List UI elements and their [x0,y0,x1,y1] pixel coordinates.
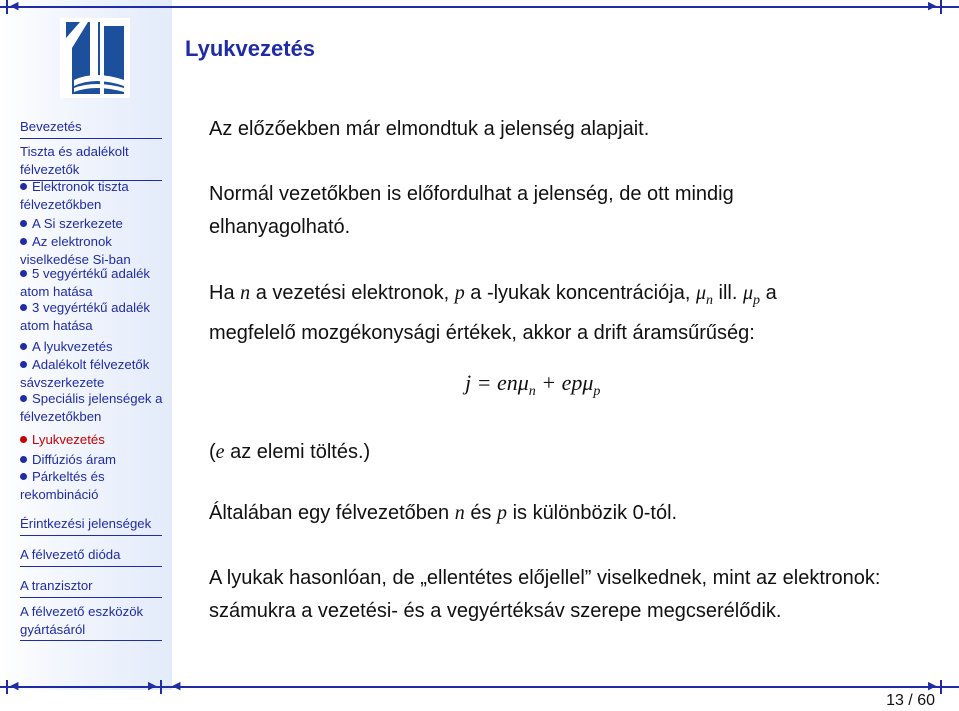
sidebar-section-semiconductors[interactable]: Tiszta és adalékolt félvezetők [20,143,162,181]
sidebar-section-contact[interactable]: Érintkezési jelenségek [20,515,162,536]
paragraph-concentration [209,277,909,350]
sidebar-item-label: Speciális jelenségek a félvezetőkben [20,391,163,424]
bullet-icon [20,183,27,190]
symbol-p: p [454,282,465,304]
sidebar-section-diode[interactable]: A félvezető dióda [20,546,162,567]
sidebar-item-band-structure[interactable] [20,356,170,391]
bullet-icon [20,238,27,245]
nav-next-arrow-icon[interactable]: ▶ [928,0,937,12]
sidebar-item-label: 3 vegyértékű adalék atom hatása [20,300,151,333]
sidebar-item-5-valence[interactable] [20,265,170,300]
bullet-icon [20,361,27,368]
paragraph-normal-conductors: Normál vezetőkben is előfordulhat a jelenség, de ott mindig elhanyagolható. [209,183,734,238]
sidebar-item-diffusion[interactable] [20,451,170,469]
nav-next-arrow-icon[interactable]: ▶ [928,680,937,692]
symbol-p: p [497,502,507,524]
sidebar-item-recombination[interactable] [20,468,170,503]
drift-current-formula: j = enμ$_n$ + epμ$_p$ [465,370,601,399]
text: ill. [718,282,738,304]
sidebar-item-label: Párkeltés és rekombináció [20,469,105,502]
sidebar-section-manufacturing[interactable]: A félvezető eszközök gyártásáról [20,603,162,641]
nav-prev-arrow-icon[interactable]: ◀ [10,0,19,12]
bullet-icon [20,436,27,443]
bullet-icon [20,473,27,480]
symbol-e: e [215,441,225,463]
sidebar-item-label: A Si szerkezete [32,216,123,231]
sidebar-item-label: Lyukvezetés [32,432,105,447]
symbol-n: n [454,502,465,524]
sidebar-item-label: Adalékolt félvezetők sávszerkezete [20,357,150,390]
bullet-icon [20,304,27,311]
symbol-mu-p: $\mu_p$ [743,282,761,308]
sidebar-section-transistor[interactable]: A tranzisztor [20,577,162,598]
paragraph-nonzero: Általában egy félvezetőben n és p is különbözik 0-tól. [209,502,678,524]
sidebar-item-hole-conduction[interactable] [20,338,170,356]
bullet-icon [20,343,27,350]
sidebar-item-label: Az elektronok viselkedése Si-ban [20,234,131,267]
nav-prev-arrow-icon[interactable]: ◀ [10,680,19,692]
university-logo [60,18,130,98]
nav-next-arrow-icon[interactable]: ▶ [148,680,157,692]
paragraph-intro: Az előzőekben már elmondtuk a jelenség alapjait. [209,118,650,140]
text: megfelelő mozgékonysági értékek, akkor a drift áramsűrűség: [209,322,755,344]
sidebar-section-intro[interactable]: Bevezetés [20,118,162,139]
sidebar-item-label: Elektronok tiszta félvezetőkben [20,179,129,212]
nav-tick [6,0,8,14]
bullet-icon [20,456,27,463]
paragraph-elementary-charge: (e az elemi töltés.) [209,441,371,463]
bullet-icon [20,220,27,227]
sidebar-item-si-structure[interactable] [20,215,170,233]
text: a vezetési elektronok, [255,282,450,304]
nav-prev-arrow-icon[interactable]: ◀ [172,680,181,692]
sidebar-item-lyukvezetes[interactable] [20,431,170,449]
bullet-icon [20,270,27,277]
page-title: Lyukvezetés [185,36,316,61]
sidebar-item-special-phenomena[interactable] [20,390,170,425]
symbol-mu-n: $\mu_n$ [695,282,713,308]
nav-tick [940,680,942,694]
text: a -lyukak koncentrációja, [470,282,691,304]
text: Ha [209,282,235,304]
bullet-icon [20,395,27,402]
sidebar-item-label: A lyukvezetés [32,339,113,354]
paragraph-holes-behaviour: A lyukak hasonlóan, de „ellentétes előjellel” viselkednek, mint az elektronok: számukra a vezetési- és a vegyértéksáv szerepe megcserélődik. [209,567,881,622]
top-navigation-rule [0,6,959,8]
sidebar-item-3-valence[interactable] [20,299,170,334]
text: a [765,282,777,304]
page-number: 13 / 60 [886,692,935,709]
sidebar-item-electrons[interactable] [20,178,170,213]
sidebar [0,0,172,690]
bottom-navigation-rule [0,686,959,688]
symbol-n: n [240,282,251,304]
sidebar-item-electron-behaviour[interactable] [20,233,170,268]
sidebar-item-label: Diffúziós áram [32,452,117,467]
sidebar-item-label: 5 vegyértékű adalék atom hatása [20,266,151,299]
nav-tick [6,680,8,694]
nav-tick [160,680,162,694]
nav-tick [940,0,942,14]
